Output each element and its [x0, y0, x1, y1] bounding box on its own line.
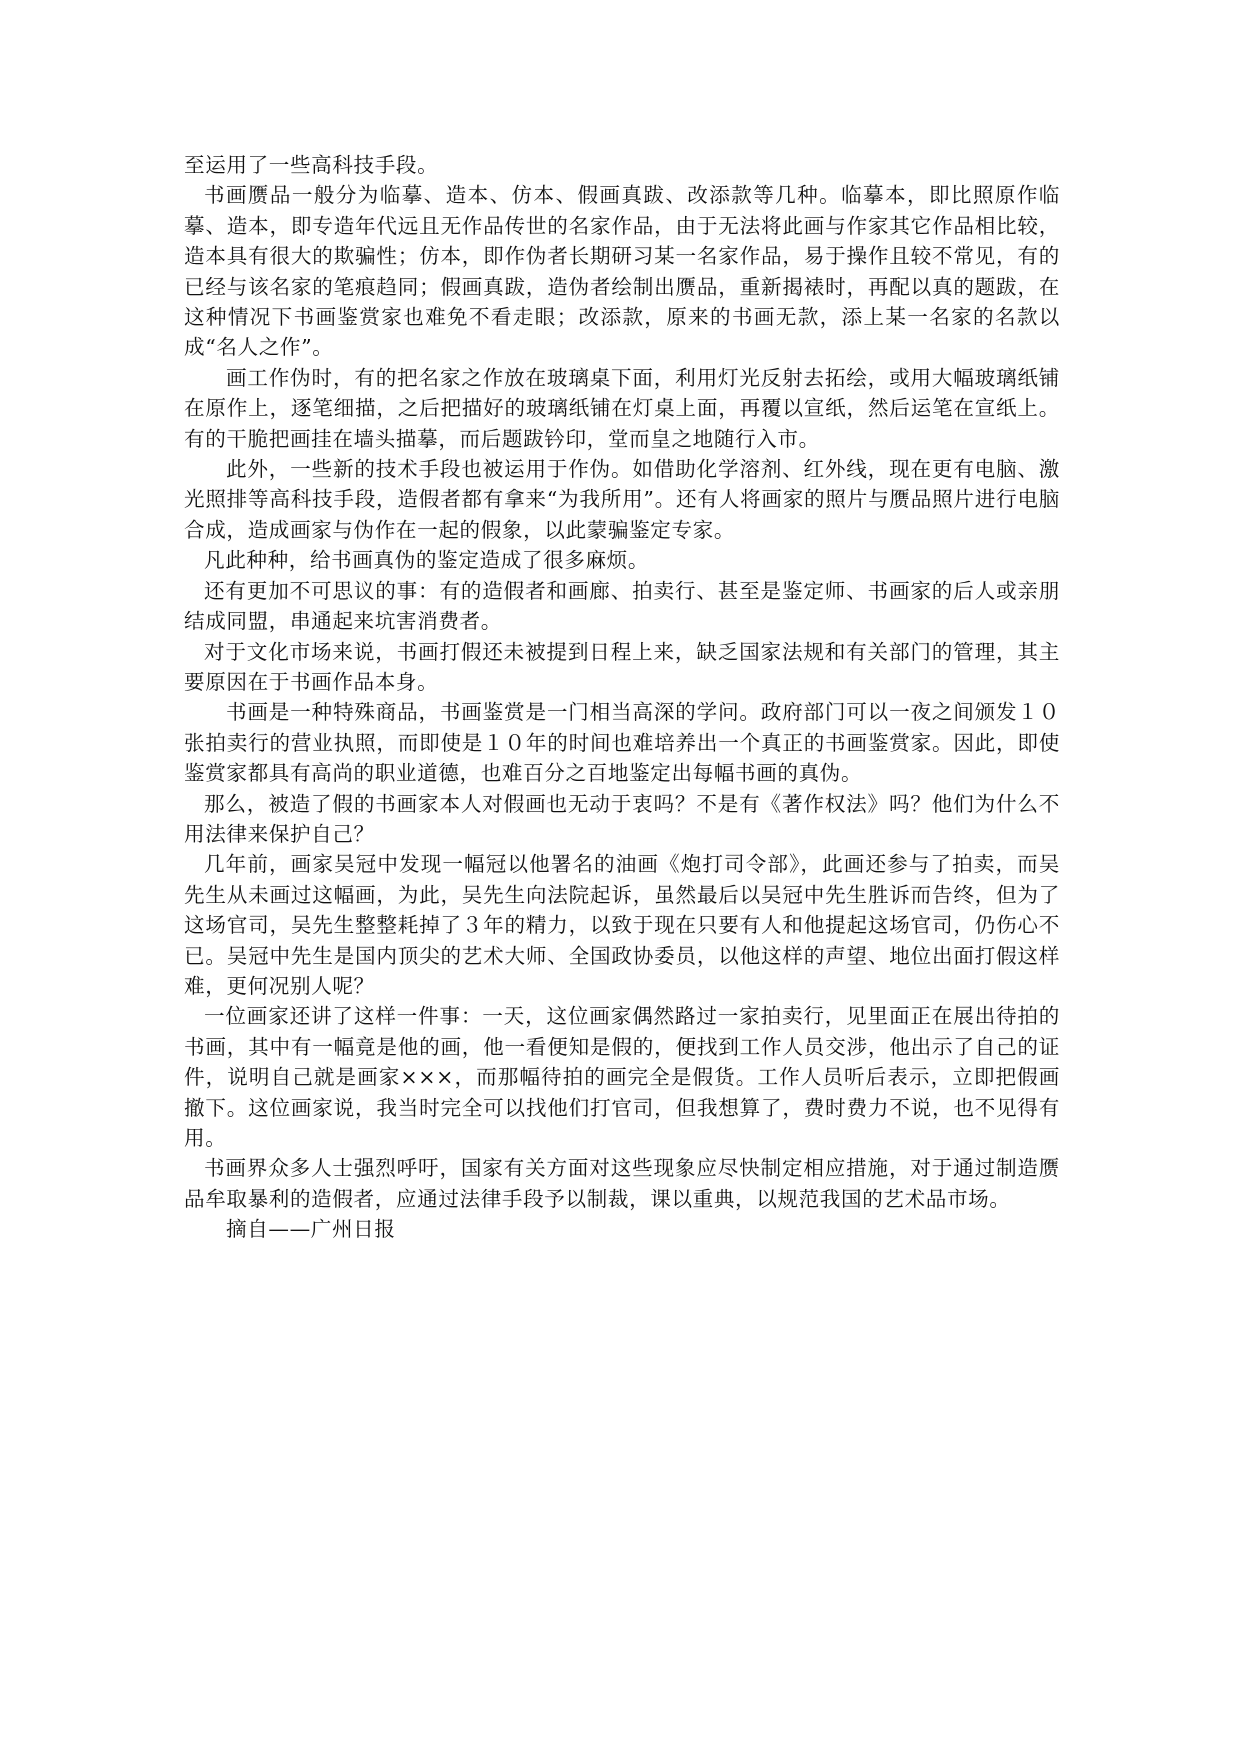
paragraph-wu-guanzhong-case: 几年前，画家吴冠中发现一幅冠以他署名的油画《炮打司令部》，此画还参与了拍卖，而吴先生从未画过这幅画，为此，吴先生向法院起诉，虽然最后以吴冠中先生胜诉而告终，但为了这场官司，吴先生整整耗掉了３年的精力，以致于现在只要有人和他提起这场官司，仍伤心不已。吴冠中先生是国内顶尖的艺术大师、全国政协委员，以他这样的声望、地位出面打假这样难，更何况别人呢？	[184, 852, 1060, 998]
paragraph-call-for-action: 书画界众多人士强烈呼吁，国家有关方面对这些现象应尽快制定相应措施，对于通过制造赝品牟取暴利的造假者，应通过法律手段予以制裁，课以重典，以规范我国的艺术品市场。	[184, 1156, 1060, 1211]
paragraph-trouble: 凡此种种，给书画真伪的鉴定造成了很多麻烦。	[204, 548, 650, 573]
paragraph-collusion: 还有更加不可思议的事：有的造假者和画廊、拍卖行、甚至是鉴定师、书画家的后人或亲朋结成同盟，串通起来坑害消费者。	[184, 578, 1060, 634]
paragraph-forgery-types: 书画赝品一般分为临摹、造本、仿本、假画真跋、改添款等几种。临摹本，即比照原作临摹、造本，即专造年代远且无作品传世的名家作品，由于无法将此画与作家其它作品相比较，造本具有很大的欺骗性；仿本，即作伪者长期研习某一名家作品，易于操作且较不常见，有的已经与该名家的笔痕趋同；假画真跋，造伪者绘制出赝品，重新揭裱时，再配以真的题跋，在这种情况下书画鉴赏家也难免不看走眼；改添款，原来的书画无款，添上某一名家的名款以成“名人之作”。	[184, 183, 1060, 360]
source-attribution: 摘自——广州日报	[226, 1217, 396, 1242]
paragraph-copyright-question: 那么，被造了假的书画家本人对假画也无动于衷吗？不是有《著作权法》吗？他们为什么不用法律来保护自己？	[184, 791, 1060, 846]
paragraph-continuation: 至运用了一些高科技手段。	[184, 153, 439, 177]
paragraph-cultural-market: 对于文化市场来说，书画打假还未被提到日程上来，缺乏国家法规和有关部门的管理，其主要原因在于书画作品本身。	[184, 639, 1060, 694]
paragraph-new-technology: 此外，一些新的技术手段也被运用于作伪。如借助化学溶剂、红外线，现在更有电脑、激光照排等高科技手段，造假者都有拿来“为我所用”。还有人将画家的照片与赝品照片进行电脑合成，造成画家与伪作在一起的假象，以此蒙骗鉴定专家。	[184, 457, 1060, 542]
paragraph-special-commodity: 书画是一种特殊商品，书画鉴赏是一门相当高深的学问。政府部门可以一夜之间颁发１０张拍卖行的营业执照，而即使是１０年的时间也难培养出一个真正的书画鉴赏家。因此，即使鉴赏家都具有高尚的职业道德，也难百分之百地鉴定出每幅书画的真伪。	[184, 700, 1060, 786]
article-body	[184, 150, 1060, 1245]
paragraph-tracing-methods: 画工作伪时，有的把名家之作放在玻璃桌下面，利用灯光反射去拓绘，或用大幅玻璃纸铺在原作上，逐笔细描，之后把描好的玻璃纸铺在灯桌上面，再覆以宣纸，然后运笔在宣纸上。有的干脆把画挂在墙头描摹，而后题跋钤印，堂而皇之地随行入市。	[184, 365, 1060, 451]
paragraph-auction-story: 一位画家还讲了这样一件事：一天，这位画家偶然路过一家拍卖行，见里面正在展出待拍的书画，其中有一幅竟是他的画，他一看便知是假的，便找到工作人员交涉，他出示了自己的证件，说明自己就是画家×××，而那幅待拍的画完全是假货。工作人员听后表示，立即把假画撤下。这位画家说，我当时完全可以找他们打官司，但我想算了，费时费力不说，也不见得有用。	[184, 1004, 1060, 1150]
